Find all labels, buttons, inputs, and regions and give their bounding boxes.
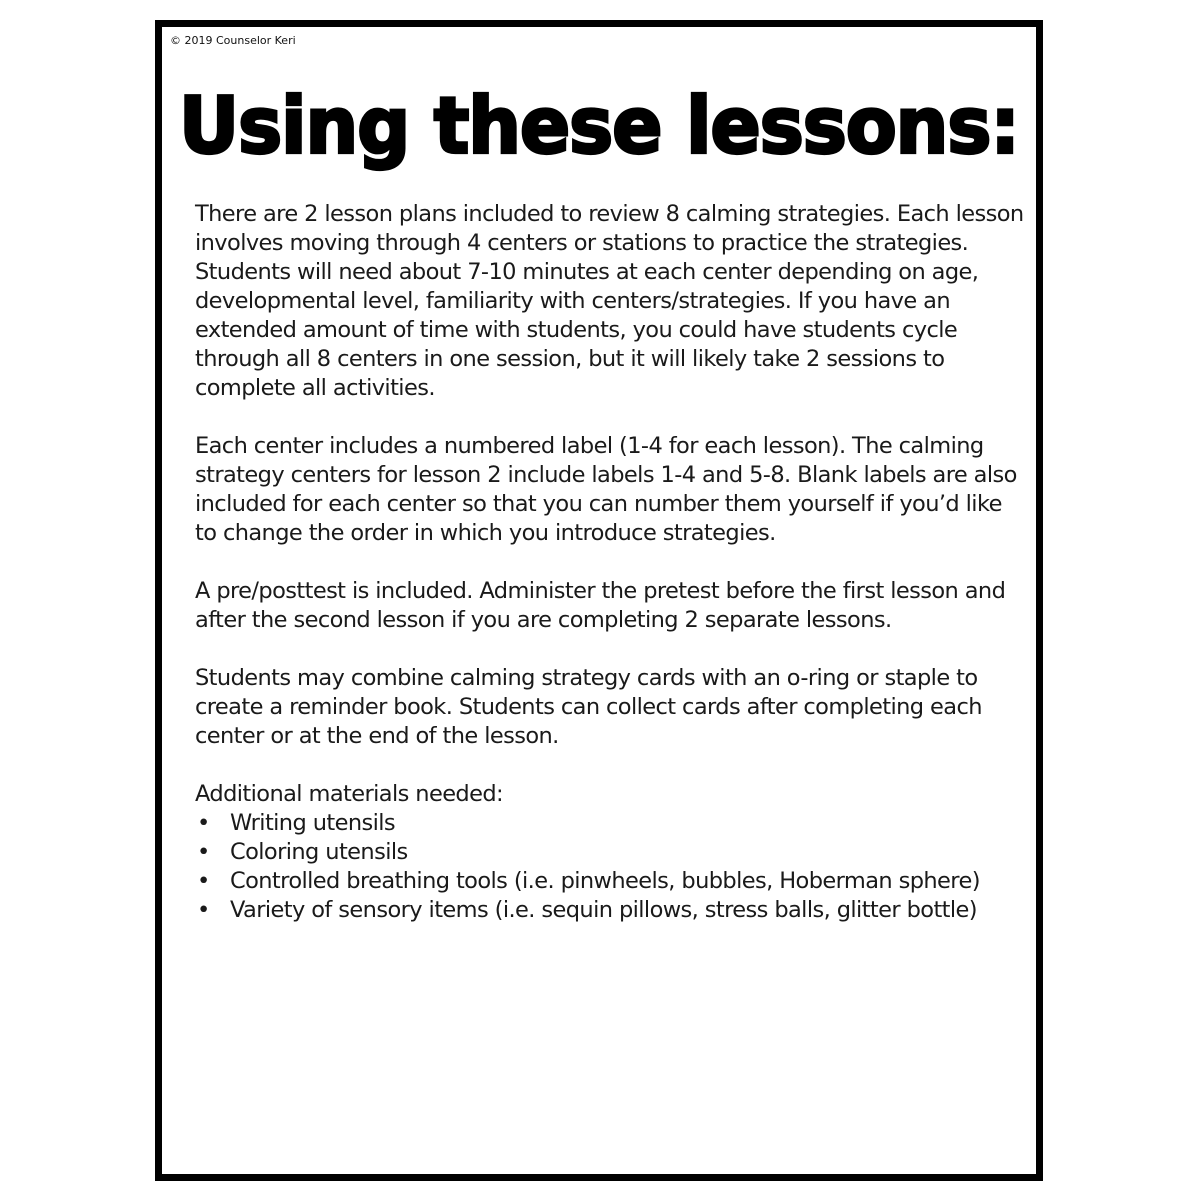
list-item: • Writing utensils — [197, 810, 396, 836]
materials-list — [195, 809, 1025, 925]
paragraph-pre-posttest: A pre/posttest is included. Administer the pretest before the first lesson and after the second lesson if you are completing 2 separate lessons. — [195, 578, 1006, 633]
copyright-notice: © 2019 Counselor Keri — [170, 34, 296, 47]
list-item: • Controlled breathing tools (i.e. pinwheels, bubbles, Hoberman sphere) — [197, 868, 980, 894]
paragraph-reminder-book: Students may combine calming strategy cards with an o-ring or staple to create a reminder book. Students can collect cards after completing each center or at the end of the lesson. — [195, 665, 982, 749]
bullet-icon: • — [197, 810, 210, 836]
bullet-icon: • — [197, 868, 210, 894]
bullet-icon: • — [197, 897, 210, 923]
list-item: • Variety of sensory items (i.e. sequin pillows, stress balls, glitter bottle) — [197, 897, 977, 923]
paragraph-lesson-plans: There are 2 lesson plans included to review 8 calming strategies. Each lesson involves moving through 4 centers or stations to practice the strategies. Students will need about 7-10 minutes at each center depending on age, developmental level, familiarity with centers/strategies. If you have an extended amount of time with students, you could have students cycle through all 8 centers in one session, but it will likely take 2 sessions to complete all activities. — [195, 201, 1024, 401]
paragraph-center-labels: Each center includes a numbered label (1-4 for each lesson). The calming strategy centers for lesson 2 include labels 1-4 and 5-8. Blank labels are also included for each center so that you can number them yourself if you’d like to change the order in which you introduce strategies. — [195, 433, 1017, 546]
body-text — [195, 200, 1025, 925]
bullet-icon: • — [197, 839, 210, 865]
materials-heading: Additional materials needed: — [195, 781, 504, 807]
list-item: • Coloring utensils — [197, 839, 408, 865]
page-title: Using these lessons: — [179, 80, 1019, 172]
page-border-frame — [155, 20, 1043, 1181]
